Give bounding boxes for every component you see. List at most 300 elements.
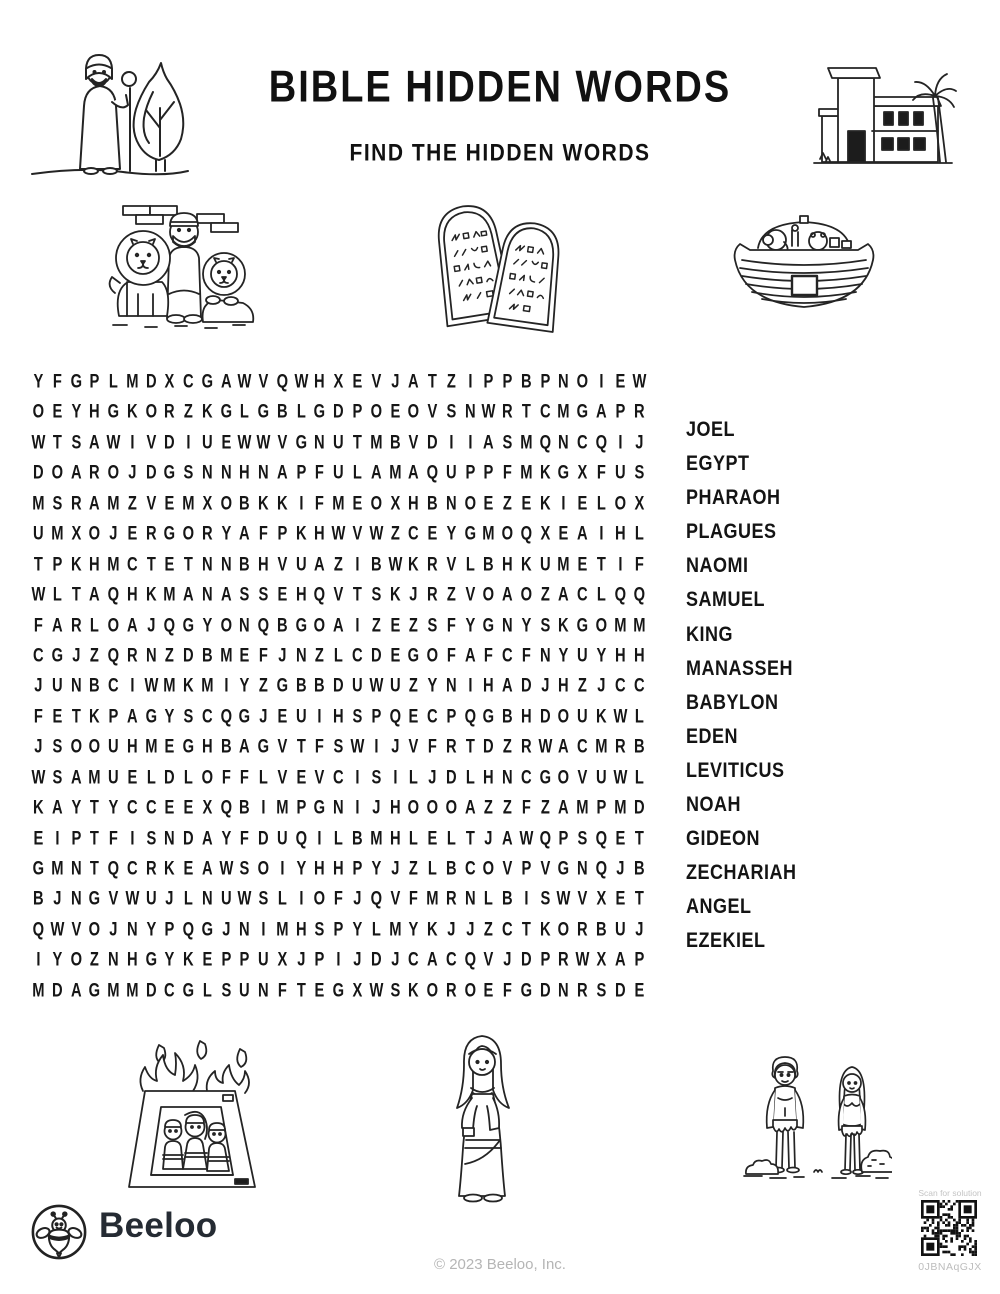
grid-letter: L — [427, 856, 437, 880]
grid-letter: U — [33, 522, 44, 545]
grid-letter: S — [314, 917, 325, 941]
grid-letter: G — [295, 430, 307, 454]
grid-letter: R — [445, 735, 457, 758]
grid-letter: E — [408, 704, 419, 728]
grid-letter: S — [633, 461, 644, 484]
grid-letter: O — [370, 491, 382, 515]
grid-letter: N — [239, 917, 251, 941]
grid-letter: P — [277, 522, 288, 545]
grid-letter: F — [315, 491, 325, 515]
grid-letter: P — [221, 948, 231, 971]
grid-letter: W — [369, 978, 384, 1002]
grid-letter: P — [540, 948, 550, 971]
grid-letter: W — [294, 369, 309, 393]
grid-letter: K — [295, 522, 307, 545]
grid-letter: N — [258, 978, 269, 1002]
grid-letter: O — [32, 400, 45, 423]
grid-letter: G — [51, 643, 63, 667]
grid-letter: E — [183, 856, 194, 880]
grid-letter: T — [71, 704, 81, 728]
grid-letter: I — [261, 796, 266, 819]
word-list-item: EGYPT — [686, 450, 750, 475]
grid-letter: U — [108, 765, 119, 789]
grid-letter: I — [355, 796, 360, 819]
grid-letter: K — [70, 552, 82, 576]
grid-letter: M — [182, 491, 195, 515]
grid-letter: V — [277, 735, 288, 758]
grid-letter: A — [558, 796, 570, 819]
grid-letter: D — [33, 461, 44, 484]
grid-letter: P — [465, 461, 475, 484]
grid-letter: G — [201, 369, 213, 393]
grid-letter: Q — [314, 583, 326, 606]
grid-letter: G — [182, 978, 195, 1002]
grid-letter: D — [483, 735, 495, 758]
grid-letter: L — [634, 765, 644, 789]
grid-letter: C — [577, 430, 588, 454]
grid-letter: R — [427, 583, 438, 606]
grid-letter: U — [108, 735, 119, 758]
grid-letter: X — [540, 522, 550, 545]
grid-letter: O — [88, 917, 101, 941]
grid-letter: J — [353, 887, 362, 910]
grid-letter: O — [426, 796, 439, 819]
grid-letter: M — [126, 978, 139, 1002]
grid-letter: D — [183, 826, 194, 850]
grid-letter: G — [220, 400, 232, 423]
grid-letter: B — [502, 887, 513, 910]
grid-letter: F — [334, 887, 344, 910]
word-list-item: ANGEL — [686, 893, 752, 918]
grid-letter: W — [256, 430, 271, 454]
grid-letter: K — [258, 491, 269, 515]
grid-letter: L — [240, 400, 250, 423]
grid-letter: N — [558, 978, 570, 1002]
grid-letter: Q — [164, 613, 176, 636]
grid-letter: E — [183, 796, 194, 819]
grid-letter: Q — [107, 643, 120, 667]
grid-letter: S — [446, 400, 457, 423]
grid-letter: K — [427, 917, 438, 941]
grid-letter: T — [146, 552, 156, 576]
grid-letter: O — [520, 583, 533, 606]
grid-letter: H — [89, 400, 100, 423]
grid-letter: X — [333, 369, 344, 393]
grid-letter: O — [220, 613, 232, 636]
grid-letter: V — [314, 765, 325, 789]
grid-letter: J — [278, 643, 287, 667]
grid-letter: G — [145, 948, 157, 971]
grid-letter: P — [521, 856, 532, 880]
grid-letter: E — [615, 887, 626, 910]
grid-letter: O — [70, 735, 82, 758]
grid-letter: O — [558, 704, 570, 728]
grid-letter: B — [314, 674, 326, 697]
grid-letter: V — [277, 765, 288, 789]
grid-letter: K — [164, 856, 176, 880]
grid-letter: S — [183, 704, 194, 728]
grid-letter: F — [521, 796, 531, 819]
grid-letter: M — [107, 552, 120, 576]
grid-letter: C — [145, 796, 157, 819]
grid-letter: V — [540, 856, 550, 880]
grid-letter: C — [408, 522, 420, 545]
grid-letter: G — [295, 613, 307, 636]
grid-letter: H — [558, 674, 570, 697]
grid-letter: J — [634, 917, 643, 941]
grid-letter: M — [520, 430, 533, 454]
grid-letter: J — [465, 917, 475, 941]
fiery-furnace-icon — [115, 1035, 270, 1193]
grid-letter: U — [614, 461, 626, 484]
grid-letter: E — [521, 491, 532, 515]
grid-letter: K — [277, 491, 288, 515]
grid-letter: P — [164, 917, 175, 941]
grid-letter: J — [390, 369, 400, 393]
grid-letter: M — [276, 796, 289, 819]
grid-letter: M — [32, 491, 45, 515]
grid-letter: E — [296, 765, 307, 789]
grid-letter: S — [258, 583, 269, 606]
grid-letter: K — [408, 978, 420, 1002]
grid-letter: W — [631, 369, 646, 393]
grid-letter: J — [53, 887, 62, 910]
grid-letter: R — [145, 522, 157, 545]
grid-letter: L — [296, 400, 306, 423]
grid-letter: P — [352, 856, 363, 880]
grid-letter: D — [539, 978, 551, 1002]
grid-letter: U — [577, 643, 588, 667]
grid-letter: A — [220, 369, 232, 393]
grid-letter: O — [483, 856, 495, 880]
grid-letter: O — [558, 917, 570, 941]
grid-letter: Q — [520, 522, 533, 545]
grid-letter: V — [371, 369, 382, 393]
grid-letter: E — [164, 552, 175, 576]
grid-letter: H — [389, 796, 401, 819]
grid-letter: J — [34, 674, 43, 697]
grid-letter: E — [314, 978, 325, 1002]
grid-letter: T — [465, 735, 475, 758]
biblical-woman-icon — [436, 1028, 528, 1206]
grid-letter: F — [315, 735, 325, 758]
grid-letter: G — [576, 400, 589, 423]
grid-letter: C — [164, 978, 176, 1002]
grid-letter: N — [577, 856, 588, 880]
grid-letter: T — [296, 978, 306, 1002]
grid-letter: S — [239, 856, 250, 880]
grid-letter: Y — [371, 856, 382, 880]
grid-letter: H — [258, 552, 269, 576]
grid-letter: C — [33, 643, 44, 667]
grid-letter: L — [409, 826, 419, 850]
grid-letter: M — [370, 430, 383, 454]
grid-letter: N — [558, 369, 570, 393]
grid-letter: V — [352, 522, 363, 545]
grid-letter: A — [464, 643, 476, 667]
grid-letter: O — [314, 613, 326, 636]
grid-letter: Y — [558, 643, 569, 667]
grid-letter: I — [392, 765, 397, 789]
grid-letter: H — [239, 461, 251, 484]
grid-letter: W — [575, 948, 590, 971]
grid-letter: O — [370, 400, 382, 423]
grid-letter: T — [634, 826, 644, 850]
grid-letter: O — [220, 491, 232, 515]
grid-letter: O — [614, 491, 626, 515]
grid-letter: W — [237, 887, 252, 910]
grid-letter: M — [482, 522, 495, 545]
grid-letter: U — [145, 887, 157, 910]
grid-letter: G — [314, 796, 326, 819]
grid-letter: P — [296, 796, 307, 819]
grid-letter: B — [239, 552, 251, 576]
grid-letter: Y — [52, 948, 63, 971]
grid-letter: N — [333, 796, 344, 819]
grid-letter: T — [296, 735, 306, 758]
grid-letter: A — [239, 522, 251, 545]
grid-letter: W — [481, 400, 496, 423]
grid-letter: S — [390, 978, 400, 1002]
grid-letter: B — [352, 826, 363, 850]
grid-letter: V — [277, 552, 288, 576]
grid-letter: I — [317, 826, 322, 850]
grid-letter: Z — [540, 796, 550, 819]
grid-letter: F — [446, 613, 456, 636]
grid-letter: I — [355, 765, 360, 789]
grid-letter: Y — [108, 796, 119, 819]
grid-letter: B — [201, 643, 213, 667]
grid-letter: Z — [446, 583, 456, 606]
grid-letter: B — [89, 674, 100, 697]
grid-letter: Q — [464, 948, 476, 971]
grid-letter: M — [276, 917, 289, 941]
word-list-item: NOAH — [686, 791, 741, 816]
grid-letter: W — [331, 522, 346, 545]
grid-letter: F — [484, 643, 494, 667]
grid-letter: O — [445, 796, 457, 819]
grid-letter: J — [221, 917, 231, 941]
grid-letter: E — [352, 491, 363, 515]
grid-letter: V — [577, 765, 588, 789]
word-list-item: KING — [686, 621, 733, 646]
grid-letter: S — [371, 583, 382, 606]
grid-letter: E — [633, 978, 644, 1002]
grid-letter: W — [613, 765, 628, 789]
grid-letter: T — [427, 369, 437, 393]
grid-letter: D — [145, 978, 157, 1002]
grid-letter: Y — [202, 613, 213, 636]
grid-letter: M — [51, 522, 64, 545]
grid-letter: X — [164, 369, 175, 393]
grid-letter: A — [577, 522, 588, 545]
grid-letter: D — [520, 674, 532, 697]
grid-letter: A — [502, 674, 513, 697]
grid-letter: U — [333, 430, 344, 454]
word-list — [686, 412, 797, 958]
grid-letter: B — [239, 796, 251, 819]
grid-letter: K — [520, 552, 532, 576]
grid-letter: W — [125, 887, 140, 910]
grid-letter: I — [130, 674, 135, 697]
grid-letter: O — [51, 461, 63, 484]
grid-letter: B — [277, 613, 288, 636]
grid-letter: Y — [296, 856, 307, 880]
grid-letter: E — [164, 735, 175, 758]
grid-letter: Y — [521, 613, 532, 636]
grid-letter: C — [183, 369, 194, 393]
grid-letter: Z — [409, 674, 419, 697]
grid-letter: P — [371, 704, 382, 728]
grid-letter: P — [296, 461, 307, 484]
grid-letter: N — [445, 491, 457, 515]
grid-letter: G — [483, 704, 495, 728]
grid-letter: S — [577, 826, 588, 850]
grid-letter: J — [128, 461, 137, 484]
grid-letter: Q — [370, 887, 382, 910]
grid-letter: J — [109, 917, 118, 941]
grid-letter: N — [108, 948, 119, 971]
grid-letter: E — [483, 978, 494, 1002]
grid-letter: Q — [633, 583, 645, 606]
grid-letter: Q — [257, 613, 270, 636]
grid-letter: W — [369, 522, 384, 545]
grid-letter: T — [52, 430, 62, 454]
grid-letter: O — [558, 765, 570, 789]
grid-letter: J — [165, 887, 174, 910]
grid-letter: X — [202, 491, 213, 515]
grid-letter: Z — [409, 856, 419, 880]
grid-letter: C — [126, 856, 138, 880]
grid-letter: W — [237, 430, 252, 454]
grid-letter: M — [632, 613, 646, 636]
grid-letter: D — [370, 948, 382, 971]
grid-letter: J — [146, 613, 156, 636]
grid-letter: H — [333, 856, 344, 880]
grid-letter: O — [464, 491, 476, 515]
grid-letter: N — [201, 583, 213, 606]
grid-letter: K — [596, 704, 607, 728]
grid-letter: P — [352, 400, 363, 423]
grid-letter: Y — [71, 400, 81, 423]
grid-letter: V — [427, 400, 438, 423]
grid-letter: U — [577, 704, 588, 728]
grid-letter: O — [426, 643, 439, 667]
grid-letter: W — [106, 430, 121, 454]
grid-letter: C — [614, 674, 626, 697]
grid-letter: T — [634, 887, 644, 910]
grid-letter: E — [277, 704, 288, 728]
grid-letter: P — [446, 704, 457, 728]
grid-letter: Y — [33, 369, 44, 393]
grid-letter: H — [201, 735, 213, 758]
grid-letter: A — [502, 583, 513, 606]
grid-letter: C — [577, 735, 588, 758]
grid-letter: Q — [107, 856, 120, 880]
grid-letter: H — [89, 552, 100, 576]
grid-letter: M — [51, 856, 64, 880]
moses-burning-bush-icon — [28, 46, 193, 186]
grid-letter: S — [540, 613, 550, 636]
grid-letter: H — [633, 643, 645, 667]
grid-letter: E — [352, 369, 363, 393]
grid-letter: R — [164, 400, 176, 423]
grid-letter: A — [70, 765, 82, 789]
grid-letter: L — [277, 887, 287, 910]
grid-letter: P — [333, 917, 344, 941]
grid-letter: D — [427, 430, 438, 454]
grid-letter: G — [164, 461, 176, 484]
grid-letter: I — [186, 430, 191, 454]
grid-letter: Z — [371, 613, 381, 636]
grid-letter: X — [577, 461, 588, 484]
grid-letter: O — [107, 461, 120, 484]
grid-letter: I — [467, 430, 473, 454]
grid-letter: D — [633, 796, 645, 819]
grid-letter: C — [201, 704, 213, 728]
grid-letter: M — [595, 735, 608, 758]
grid-letter: H — [408, 491, 420, 515]
grid-letter: G — [88, 978, 101, 1002]
grid-letter: S — [52, 765, 63, 789]
grid-letter: M — [557, 552, 570, 576]
grid-letter: N — [164, 826, 176, 850]
grid-letter: Z — [484, 796, 494, 819]
grid-letter: D — [333, 674, 344, 697]
grid-letter: O — [107, 613, 120, 636]
grid-letter: C — [445, 948, 457, 971]
grid-letter: U — [295, 704, 307, 728]
grid-letter: O — [314, 887, 326, 910]
grid-letter: L — [409, 765, 419, 789]
grid-letter: H — [126, 735, 138, 758]
grid-letter: R — [502, 400, 513, 423]
grid-letter: S — [239, 583, 250, 606]
grid-letter: G — [539, 765, 551, 789]
grid-letter: N — [464, 400, 476, 423]
grid-letter: A — [51, 613, 63, 636]
grid-letter: J — [409, 583, 418, 606]
beeloo-bee-logo-icon — [30, 1203, 88, 1261]
grid-letter: N — [70, 887, 82, 910]
grid-letter: J — [428, 765, 437, 789]
grid-letter: U — [277, 826, 288, 850]
grid-letter: O — [426, 978, 439, 1002]
grid-letter: X — [71, 522, 81, 545]
grid-letter: X — [596, 887, 607, 910]
grid-letter: L — [52, 583, 62, 606]
grid-letter: K — [33, 796, 44, 819]
grid-letter: V — [502, 856, 513, 880]
grid-letter: F — [503, 461, 513, 484]
grid-letter: R — [70, 613, 82, 636]
grid-letter: S — [540, 887, 550, 910]
grid-letter: B — [483, 552, 495, 576]
grid-letter: N — [220, 461, 232, 484]
grid-letter: E — [33, 826, 44, 850]
grid-letter: S — [52, 735, 63, 758]
grid-letter: O — [88, 735, 101, 758]
grid-letter: U — [389, 674, 401, 697]
grid-letter: H — [483, 765, 495, 789]
grid-letter: R — [445, 887, 457, 910]
grid-letter: L — [596, 583, 606, 606]
grid-letter: Q — [276, 369, 289, 393]
grid-letter: K — [558, 613, 570, 636]
grid-letter: I — [223, 674, 229, 697]
grid-letter: W — [144, 674, 158, 697]
grid-letter: P — [239, 948, 250, 971]
